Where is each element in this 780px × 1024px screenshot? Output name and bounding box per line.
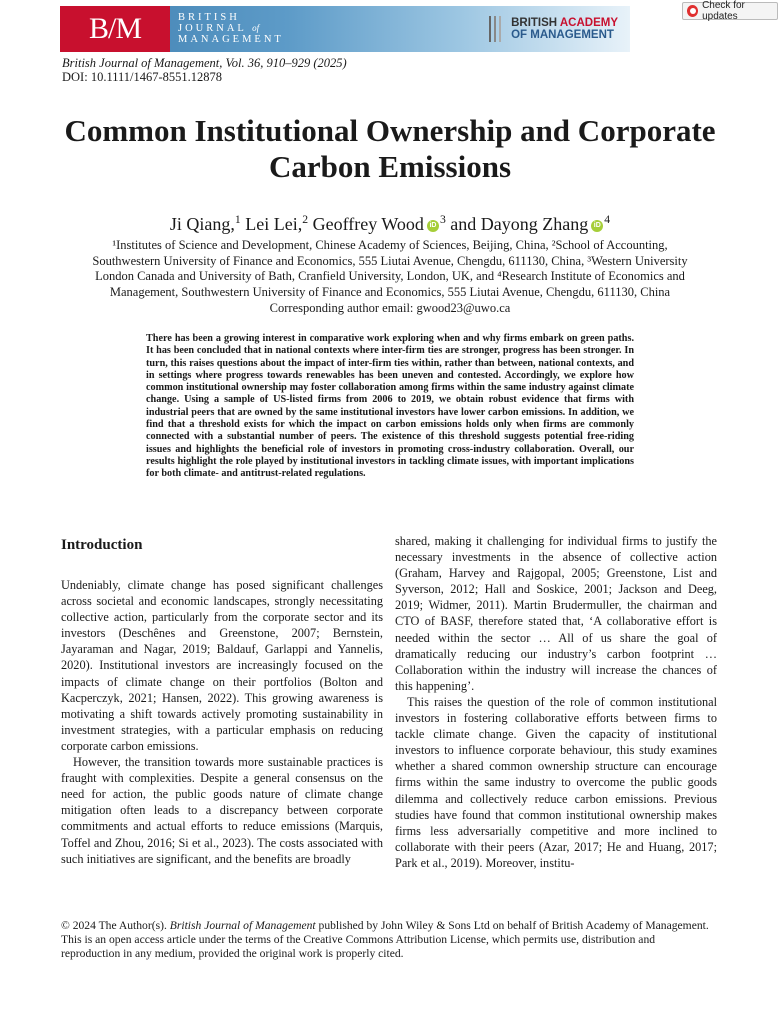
author-name[interactable]: and Dayong Zhang [445, 214, 589, 234]
copyright-notice: © 2024 The Author(s). British Journal of Management published by John Wiley & Sons Ltd on behalf of British Academy of Management. [61, 919, 709, 932]
license-footer [61, 919, 717, 960]
journal-name [178, 12, 284, 45]
affiliation-line: Southwestern University of Finance and Economics, 555 Liutai Avenue, Chengdu, 611130, China, ³Western University [92, 253, 688, 268]
journal-citation: British Journal of Management, Vol. 36, 910–929 (2025) [62, 56, 347, 70]
author-name[interactable]: Geoffrey Wood [308, 214, 424, 234]
citation [62, 56, 347, 84]
bam-text: BRITISH ACADEMY OF MANAGEMENT [511, 17, 618, 41]
affiliation-line: London Canada and University of Bath, Cranfield University, London, UK, and ⁴Research Institute of Economics and [95, 269, 685, 284]
bjm-logo: B/M [60, 6, 170, 52]
affiliation-line: ¹Institutes of Science and Development, Chinese Academy of Sciences, Beijing, China, ²School of Accounting, [112, 238, 668, 252]
doi[interactable]: DOI: 10.1111/1467-8551.12878 [62, 70, 223, 84]
body-column-right [395, 533, 717, 871]
journal-name-line3: MANAGEMENT [178, 34, 284, 45]
crossmark-icon [687, 5, 698, 17]
abstract: There has been a growing interest in comparative work exploring when and why firms embark on green paths. It has been concluded that in national contexts where inter-firm ties are stronger, progress has been stronger. In turn, this raises questions about the impact of inter-firm ties within, rather than between, national contexts, and in settings where progress towards renewables has been uneven and contested. Accordingly, we explore how common institutional ownership may foster collaboration among firms within the same industry against climate change. Using a sample of US-listed firms from 2006 to 2019, we obtain robust evidence that firms with industrial peers that are owned by the same institutional investors have lower carbon emissions. In addition, we find that a threshold exists for which the impact on carbon emissions holds only when firms are commonly connected with a substantial number of peers. The existence of this threshold suggests potential free-riding issues and highlights the beneficial role of investors in promoting cross-industry collaboration. Overall, our results highlight the role played by institutional investors in tackling climate issues, with important implications for both climate- and antitrust-related regulations. [146, 333, 634, 480]
check-for-updates-button[interactable] [682, 2, 778, 20]
corresponding-author: Corresponding author email: gwood23@uwo.ca [269, 300, 511, 315]
journal-name-line1: BRITISH [178, 12, 240, 23]
body-column-left [61, 533, 383, 867]
paragraph: However, the transition towards more sustainable practices is fraught with complexities. Despite a general consensus on the need for action, the public goods nature of climate change mitigation often leads to a discrepancy between corporate commitments and actual efforts to reduce emissions (Marquis, Toffel and Zhou, 2016; Si et al., 2023). The costs associated with such initiatives are significant, and the benefits are broadly [61, 755, 383, 866]
paragraph: This raises the question of the role of common institutional investors in fostering collaborative efforts between firms to tackle climate change. Given the capacity of institutional investors to influence corporate behaviour, this study examines whether a shared common ownership structure can encourage firms within the same industry to overcome the public goods dilemma and collectively reduce carbon emissions. Previous studies have found that common institutional ownership makes firms less adversarially competitive and more inclined to collaborate with their peers (Azar, 2017; He and Huang, 2017; Park et al., 2019). Moreover, institu- [395, 694, 717, 870]
affiliation-line: Management, Southwestern University of Finance and Economics, 555 Liutai Avenue, Chengdu, 611130, China [109, 285, 671, 300]
bam-mark-icon [489, 16, 505, 42]
orcid-icon[interactable]: iD [427, 220, 439, 232]
check-for-updates-label: Check for updates [702, 0, 745, 22]
journal-banner [60, 6, 630, 52]
paragraph: Undeniably, climate change has posed significant challenges across societal and economic landscapes, strongly necessitating collective action, particularly from the corporate sector and its investors (Deschênes and Greenstone, 2007; Bernstein, Jayaraman and Nagar, 2019; Baldauf, Garlappi and Yannelis, 2020). Institutional investors are increasingly focused on the impacts of climate change on their portfolios (Bolton and Kacperczyk, 2021; Hansen, 2022). This growing awareness is motivating a shift towards actively promoting sustainability in investment strategies, with a particular emphasis on reducing corporate carbon emissions. [61, 578, 383, 753]
orcid-icon[interactable]: iD [591, 220, 603, 232]
author-list: Ji Qiang,$^1$ Lei Lei,$^2$ Geoffrey Wood iD $^3$ and Dayong Zhang iD $^4$ [169, 213, 611, 234]
affiliations [40, 238, 740, 317]
article-title: Common Institutional Ownership and Corporate Carbon Emissions [64, 113, 716, 184]
journal-name-line2: JOURNAL of [178, 23, 260, 34]
author-name[interactable]: Ji Qiang, [169, 214, 235, 234]
license-notice: This is an open access article under the terms of the Creative Commons Attribution License, which permits use, distribution and reproduction in any medium, provided the original work is properly cited. [61, 932, 656, 960]
author-name[interactable]: Lei Lei, [240, 214, 303, 234]
bam-logo [489, 16, 618, 42]
paragraph: shared, making it challenging for individual firms to justify the necessary investments in the absence of collective action (Graham, Harvey and Rajgopal, 2005; Greenstone, List and Syverson, 2012; Hall and Soskice, 2001; Jackson and Deeg, 2019; Widmer, 2011). Martin Brudermuller, the chairman and CTO of BASF, therefore stated that, ‘A collaborative effort is needed within the sector … All of us share the goal of dramatically reducing our industry’s carbon footprint … Collaboration within the industry will increase the chances of this happening’. [395, 534, 717, 693]
section-heading: Introduction [61, 537, 143, 553]
